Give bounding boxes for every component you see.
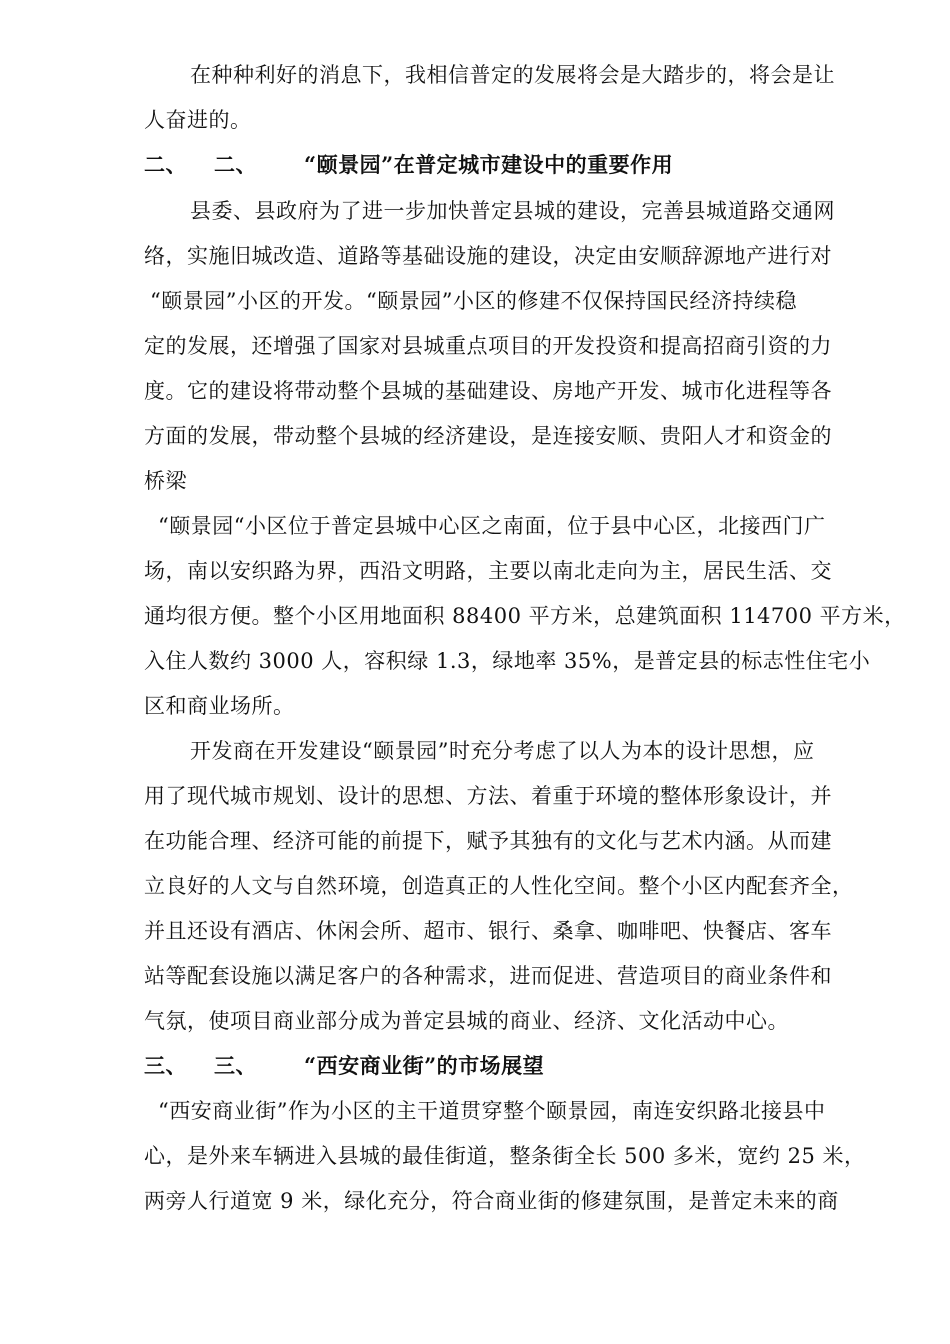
paragraph-2-line-1: 县委、县政府为了进一步加快普定县城的建设，完善县城道路交通网 [190,199,835,223]
paragraph-4-line-2: 用了现代城市规划、设计的思想、方法、着重于环境的整体形象设计，并 [144,784,832,808]
paragraph-4-line-7: 气氛，使项目商业部分成为普定县城的商业、经济、文化活动中心。 [144,1009,789,1033]
paragraph-3-line-1: “颐景园“小区位于普定县城中心区之南面，位于县中心区，北接西门广 [158,514,826,538]
paragraph-2-line-5: 度。它的建设将带动整个县城的基础建设、房地产开发、城市化进程等各 [144,379,832,403]
paragraph-4-line-6: 站等配套设施以满足客户的各种需求，进而促进、营造项目的商业条件和 [144,964,832,988]
paragraph-2-line-3: “颐景园”小区的开发。“颐景园”小区的修建不仅保持国民经济持续稳 [150,289,797,313]
paragraph-5-line-3: 两旁人行道宽 9 米，绿化充分，符合商业街的修建氛围，是普定未来的商 [144,1189,839,1213]
section-heading-3 [144,1051,884,1081]
heading-2-number: 二、 [144,152,187,177]
paragraph-2-line-2: 络，实施旧城改造、道路等基础设施的建设，决定由安顺辞源地产进行对 [144,244,832,268]
paragraph-4-line-3: 在功能合理、经济可能的前提下，赋予其独有的文化与艺术内涵。从而建 [144,829,832,853]
section-heading-2 [144,150,884,180]
heading-3-title: “西安商业街”的市场展望 [304,1053,545,1078]
paragraph-3-line-3: 通均很方便。整个小区用地面积 88400 平方米，总建筑面积 114700 平方米， [144,604,906,628]
paragraph-2-line-6: 方面的发展，带动整个县城的经济建设，是连接安顺、贵阳人才和资金的 [144,424,832,448]
heading-2-title: “颐景园”在普定城市建设中的重要作用 [304,152,674,177]
paragraph-4-line-4: 立良好的人文与自然环境，创造真正的人性化空间。整个小区内配套齐全， [144,874,854,898]
paragraph-3-line-4: 入住人数约 3000 人，容积绿 1.3，绿地率 35%，是普定县的标志性住宅小 [144,649,871,673]
paragraph-1-line-2: 人奋进的。 [144,108,252,132]
heading-2-number-repeat: 二、 [214,152,257,177]
paragraph-2-line-7: 桥梁 [144,469,187,493]
paragraph-2-line-4: 定的发展，还增强了国家对县城重点项目的开发投资和提高招商引资的力 [144,334,832,358]
paragraph-1-line-1: 在种种利好的消息下，我相信普定的发展将会是大踏步的，将会是让 [190,63,835,87]
heading-3-number: 三、 [144,1053,187,1078]
paragraph-3-line-2: 场，南以安织路为界，西沿文明路，主要以南北走向为主，居民生活、交 [144,559,832,583]
paragraph-4-line-5: 并且还设有酒店、休闲会所、超市、银行、桑拿、咖啡吧、快餐店、客车 [144,919,832,943]
paragraph-5-line-2: 心，是外来车辆进入县城的最佳街道，整条街全长 500 多米，宽约 25 米， [144,1144,866,1168]
paragraph-3-line-5: 区和商业场所。 [144,694,295,718]
heading-3-number-repeat: 三、 [214,1053,257,1078]
paragraph-4-line-1: 开发商在开发建设“颐景园”时充分考虑了以人为本的设计思想，应 [190,739,815,763]
paragraph-5-line-1: “西安商业街”作为小区的主干道贯穿整个颐景园，南连安织路北接县中 [158,1099,826,1123]
